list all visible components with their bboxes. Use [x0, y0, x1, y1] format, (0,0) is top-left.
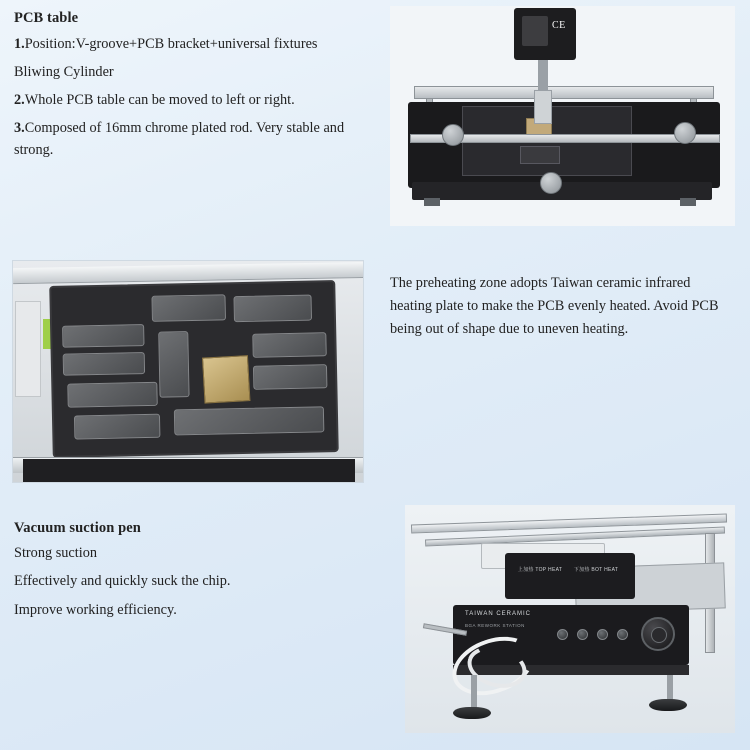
head-neck [538, 60, 548, 90]
foot-pad-left [453, 707, 491, 719]
heater-cell [67, 382, 157, 408]
pcb-table-line-3-number: 2. [14, 92, 25, 109]
heater-cell [158, 331, 189, 398]
knob-left [442, 124, 464, 146]
pcb-table-line-4-text: Composed of 16mm chrome plated rod. Very stable and strong. [14, 120, 345, 158]
vacuum-pen-line-3: Improve working efficiency. [14, 601, 177, 618]
pcb-table-line-4 [14, 118, 386, 160]
side-bracket [15, 301, 41, 397]
pcb-table-text-block [14, 10, 386, 168]
upper-rail [414, 86, 714, 99]
heater-cell [233, 295, 312, 323]
pcb-table-photo [390, 6, 735, 226]
main-control-dial[interactable] [641, 617, 675, 651]
vacuum-pen-line-1: Strong suction [14, 545, 98, 561]
machine-base [412, 182, 712, 200]
head-nozzle [534, 90, 552, 124]
vacuum-pen-line-2: Effectively and quickly suck the chip. [14, 573, 231, 590]
foot-left [424, 198, 440, 206]
machine-model-label: BGA REWORK STATION [465, 623, 525, 628]
support-leg-left [471, 675, 477, 709]
heater-cell [252, 332, 326, 358]
heater-cell [151, 294, 226, 322]
tray-frame [23, 459, 355, 483]
heater-cell [74, 414, 160, 440]
knob-right [674, 122, 696, 144]
pcb-table-heading: PCB table [14, 10, 79, 26]
heater-head [514, 8, 576, 60]
heater-head-window [522, 16, 548, 46]
pcb-table-line-1-text: Position:V-groove+PCB bracket+universal fixtures [24, 36, 318, 52]
vacuum-pen-machine-photo [405, 505, 735, 733]
heater-cell [62, 324, 144, 348]
vacuum-pen-text-block [14, 520, 364, 629]
gold-chip-sample [202, 355, 250, 403]
pcb-table-line-1 [14, 34, 386, 55]
preheating-zone-paragraph: The preheating zone adopts Taiwan ceramic infrared heating plate to make the PCB evenly heated. Avoid PCB being out of shape due to uneven heating. [390, 275, 719, 338]
preheating-plate-photo [12, 260, 364, 483]
pcb-table-line-2: Bliwing Cylinder [14, 64, 114, 81]
ceramic-heating-tray [49, 280, 339, 458]
heater-cell [253, 364, 327, 390]
top-heat-label: 上加热 TOP HEAT [517, 567, 563, 573]
foot-pad-right [649, 699, 687, 711]
control-head [505, 553, 635, 599]
control-knob-small-4[interactable] [617, 629, 628, 640]
pcb-table-line-1-number: 1. [14, 36, 25, 52]
heater-cell [63, 352, 145, 376]
knob-center [540, 172, 562, 194]
control-knob-small-3[interactable] [597, 629, 608, 640]
foot-right [680, 198, 696, 206]
pcb-table-line-4-number: 3. [14, 120, 25, 137]
vacuum-pen-heading: Vacuum suction pen [14, 520, 141, 536]
pcb-table-line-3 [14, 90, 386, 111]
dark-chip [520, 146, 560, 164]
preheating-zone-text-block [390, 272, 730, 341]
bottom-heat-label: 下加热 BOT HEAT [573, 567, 619, 573]
main-control-dial-center [651, 627, 667, 643]
machine-brand-label: TAIWAN CERAMIC [465, 611, 531, 617]
heater-cell [174, 406, 325, 435]
control-knob-small-1[interactable] [557, 629, 568, 640]
pcb-table-line-3-text: Whole PCB table can be moved to left or right. [24, 92, 295, 109]
support-leg-right [667, 675, 673, 701]
ce-mark-label: CE [552, 20, 566, 31]
control-knob-small-2[interactable] [577, 629, 588, 640]
